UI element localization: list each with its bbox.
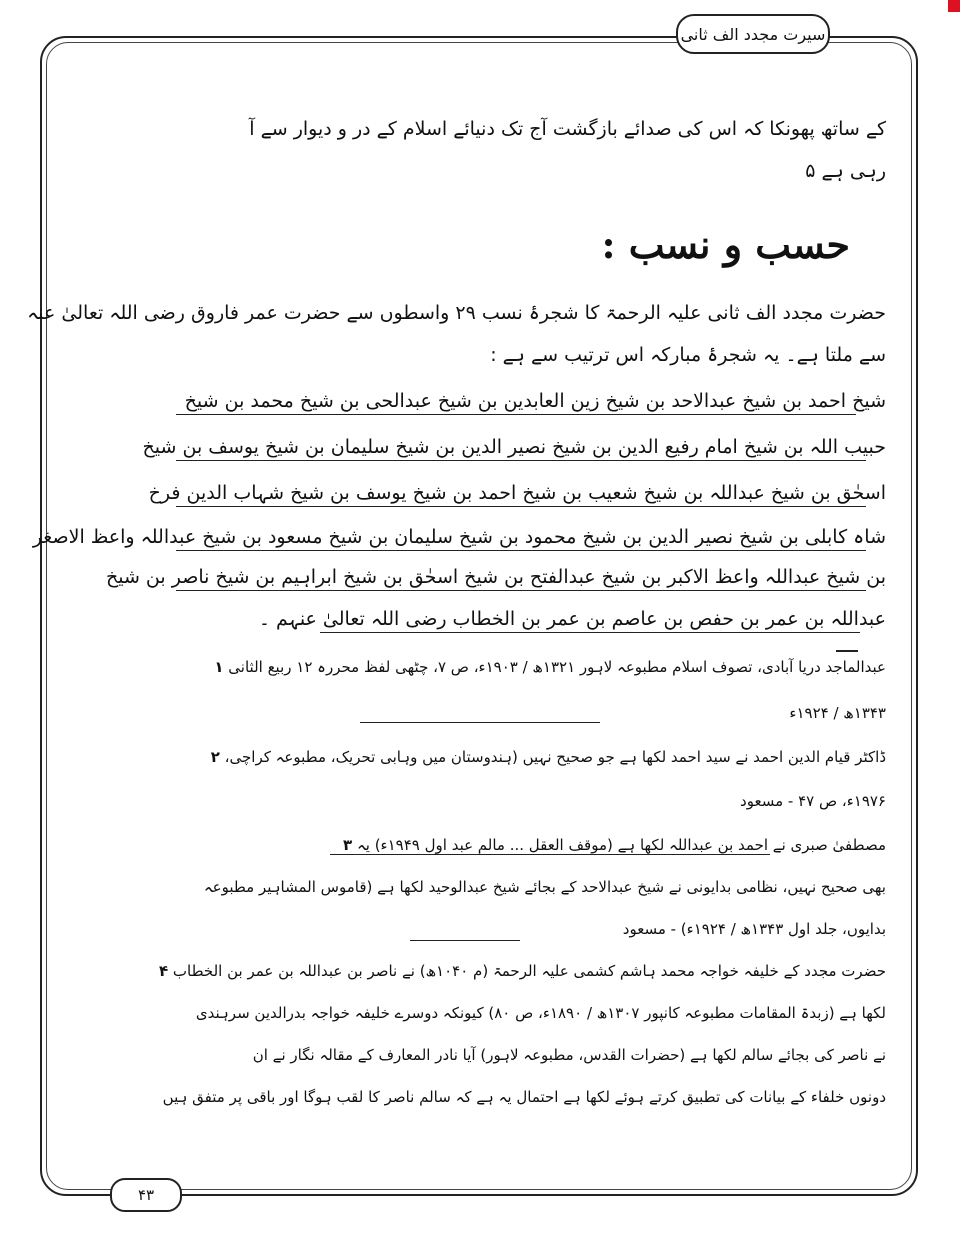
lineage-line-5: بن شیخ عبداللہ واعظ الاکبر بن شیخ عبدالفتح بن شیخ اسحٰق بن شیخ ابراہیم بن شیخ ناصر بن شیخ xyxy=(105,566,886,588)
footnote-1-number: ۱ xyxy=(214,658,224,676)
lineage-line-3: اسحٰق بن شیخ عبداللہ بن شیخ شعیب بن شیخ احمد بن شیخ یوسف بن شیخ شہاب الدین فرخ xyxy=(148,482,886,504)
lineage-line-2: حبیب اللہ بن شیخ امام رفیع الدین بن شیخ نصیر الدین بن شیخ سلیمان بن شیخ یوسف بن شیخ xyxy=(142,436,886,458)
underline-rule xyxy=(176,550,866,551)
footnote-tick xyxy=(836,650,858,652)
running-header-title: سیرت مجدد الف ثانی xyxy=(680,24,826,44)
footnote-4-line-2: لکھا ہے (زبدۃ المقامات مطبوعہ کانپور ۱۳۰۷ھ / ۱۸۹۰ء، ص ۸۰) کیونکہ دوسرے خلیفہ خواجہ بدرالدین سرہندی xyxy=(195,1004,886,1022)
footnote-4-number: ۴ xyxy=(158,962,169,980)
section-heading: حسب و نسب : xyxy=(601,222,850,267)
footnote-4-line-3: نے ناصر کی بجائے سالم لکھا ہے (حضرات القدس، مطبوعہ لاہور) آیا نادر المعارف کے مقالہ نگار نے ان xyxy=(252,1046,886,1064)
underline-rule xyxy=(410,940,520,941)
footnote-1-line-2: ۱۳۴۳ھ / ۱۹۲۴ء xyxy=(789,704,886,722)
lineage-line-1: شیخ احمد بن شیخ عبدالاحد بن شیخ زین العابدین بن شیخ عبدالحی بن شیخ محمد بن شیخ xyxy=(184,390,886,412)
footnote-2-number: ۲ xyxy=(210,748,220,766)
footnote-3-number: ۳ xyxy=(343,836,353,854)
page-number: ۴۳ xyxy=(137,1186,155,1204)
underline-rule xyxy=(176,460,866,461)
underline-rule xyxy=(320,632,860,633)
footnote-3-line-1 xyxy=(126,836,886,854)
footnote-3-line-2: بھی صحیح نہیں، نظامی بدایونی نے شیخ عبدالاحد کے بجائے شیخ عبدالوحید لکھا ہے (قاموس المشاہیر مطبوعہ xyxy=(203,878,886,896)
footnote-1-text: عبدالماجد دریا آبادی، تصوف اسلام مطبوعہ لاہور ۱۳۲۱ھ / ۱۹۰۳ء، ص ۷، چٹھی لفظ محررہ ۱۲ ربیع الثانی xyxy=(228,658,886,676)
lineage-line-4: شاہ کابلی بن شیخ نصیر الدین بن شیخ محمود بن شیخ سلیمان بن شیخ مسعود بن شیخ عبداللہ واعظ الاصغر xyxy=(32,526,886,548)
intro-line-1: کے ساتھ پھونکا کہ اس کی صدائے بازگشت آج تک دنیائے اسلام کے در و دیوار سے آ xyxy=(249,118,886,140)
running-header xyxy=(676,14,830,54)
footnote-3-line-3: بدایوں، جلد اول ۱۳۴۳ھ / ۱۹۲۴ء) - مسعود xyxy=(622,920,886,938)
body-line-2: سے ملتا ہے۔ یہ شجرۂ مبارکہ اس ترتیب سے ہے : xyxy=(490,344,886,366)
footnote-1-line-1 xyxy=(126,658,886,676)
footnote-4-line-1 xyxy=(126,962,886,980)
footnote-2-line-1 xyxy=(126,748,886,766)
intro-line-2: رہی ہے ۵ xyxy=(805,160,886,182)
underline-rule xyxy=(360,722,600,723)
footnote-2-line-2: ۱۹۷۶ء، ص ۴۷ - مسعود xyxy=(740,792,886,810)
underline-rule xyxy=(176,590,866,591)
underline-rule xyxy=(330,854,770,855)
underline-rule xyxy=(176,506,866,507)
footnote-4-text: حضرت مجدد کے خلیفہ خواجہ محمد ہاشم کشمی علیہ الرحمۃ (م ۱۰۴۰ھ) نے ناصر بن عبداللہ بن عمر بن الخطاب xyxy=(172,962,886,980)
footnote-3-text: مصطفیٰ صبری نے احمد بن عبداللہ لکھا ہے (موقف العقل ... مالم عبد اول ۱۹۴۹ء) یہ xyxy=(356,836,886,854)
footnote-4-line-4: دونوں خلفاء کے بیانات کی تطبیق کرتے ہوئے لکھا ہے احتمال یہ ہے کہ سالم ناصر کا لقب ہوگا اور باقی پر متفق ہیں xyxy=(162,1088,886,1106)
page-number-badge xyxy=(110,1178,182,1212)
footnote-2-text: ڈاکٹر قیام الدین احمد نے سید احمد لکھا ہے جو صحیح نہیں (ہندوستان میں وہابی تحریک، مطبوعہ کراچی، xyxy=(224,748,886,766)
lineage-line-6: عبداللہ بن عمر بن حفص بن عاصم بن عمر بن الخطاب رضی اللہ تعالیٰ عنہم ۔ xyxy=(258,608,886,630)
underline-rule xyxy=(176,414,856,415)
corner-mark xyxy=(948,0,960,12)
body-line-1: حضرت مجدد الف ثانی علیہ الرحمۃ کا شجرۂ نسب ۲۹ واسطوں سے حضرت عمر فاروق رضی اللہ تعالیٰ عنہ xyxy=(27,302,886,324)
